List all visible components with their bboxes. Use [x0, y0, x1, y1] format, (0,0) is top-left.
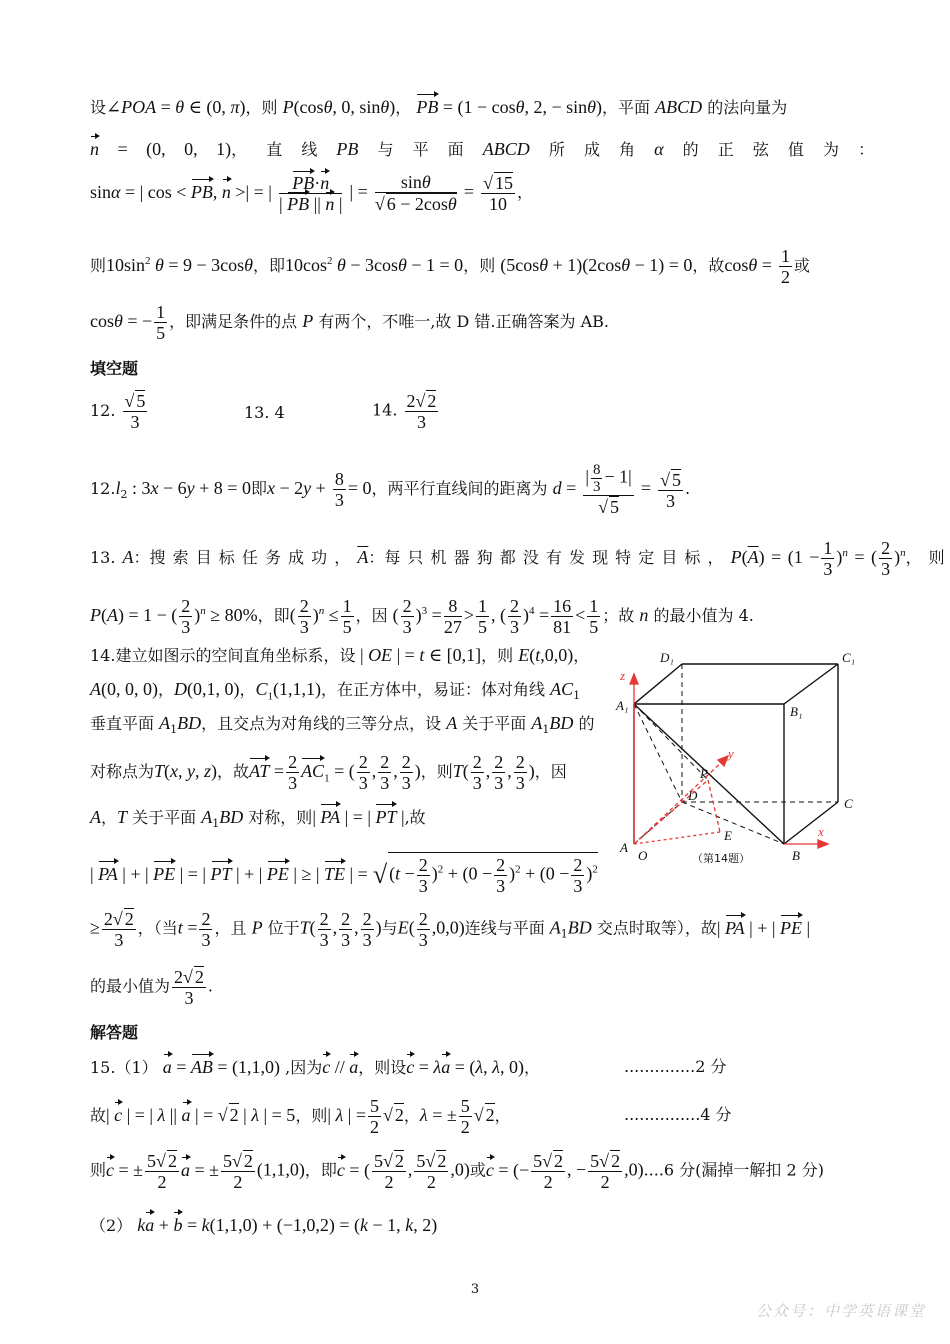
label-b: B: [792, 848, 800, 863]
label-d: D: [688, 788, 698, 803]
label-z: z: [620, 668, 626, 683]
text-line-3: sinα = | cos < PB, n >| = | $\frac{PB\cdot n}{| PB || n |}$ | = $\frac{\sin\theta}{√ 6 - 2\cos\theta}$ = $\frac{√ 15}{10}$ ，: [90, 172, 534, 214]
answer-13: 13. 4: [244, 403, 285, 422]
q14-line-c: 垂直平面 $A_1BD$，且交点为对角线的三等分点，设 A 关于平面 $A_1BD$ 的: [90, 713, 595, 737]
section-heading-solve: 解答题: [90, 1023, 139, 1042]
q15-line-3: 则c = ± $\frac{5√ 2}{2}$ a = ± $\frac{5√ 2}{2}$ (1,1,0)，即c = ( $\frac{5√ 2}{2}$ , $\frac{5√ 2}{2}$ ,0)或c = (− $\frac{5√ 2}{2}$ , − $\frac{5√ 2}{2}$ ,0)....6 分(漏掉一解扣 2 分): [90, 1151, 825, 1192]
segment-e-o: [634, 832, 720, 844]
edge-d-b-hidden: [682, 802, 784, 844]
x-axis-arrow: [818, 840, 828, 848]
segment-a1-p: [634, 704, 708, 780]
q14-line-e: A，T 关于平面 $A_1BD$ 对称，则| PA | = | PT |,故: [90, 807, 426, 831]
label-p: P: [700, 766, 708, 781]
label-c1: C₁: [842, 650, 856, 665]
cube-figure: [612, 642, 872, 866]
label-a: A: [620, 840, 628, 855]
q15-line-4: （2） ka + b = k(1,1,0) + (−1,0,2) = (k − 1, k, 2): [90, 1215, 438, 1235]
answer-14: 14. $\frac{2√ 2}{3}$: [372, 391, 437, 432]
q15-score-2: ...............4 分: [624, 1105, 732, 1124]
edge-a1-d-hidden: [634, 704, 682, 802]
label-y: y: [728, 746, 734, 761]
q14-line-a: 14.建立如图示的空间直角坐标系，设 | OE | = t ∈ [0,1]，则 E(t,0,0)，: [90, 645, 590, 665]
q14-line-f: | PA | + | PE | = | PT | + | PE | ≥ | TE | = √ (t − $\frac{2}{3}$ )$^2$ + (0 − $\frac{2}{3}$ )$^2$ + (0 − $\frac{2}{3}$ )$^2$: [90, 852, 598, 896]
y-axis-arrow: [718, 756, 728, 766]
text-line-2: n = (0, 0, 1)， 直 线 PB 与 平 面 ABCD 所 成 角 α 的 正 弦 值 为 ：: [90, 139, 875, 159]
page-number: 3: [470, 1282, 480, 1297]
text-line-4: 则$10\sin^2$ θ = 9 − 3cosθ，即$10\cos^2$ θ − 3cosθ − 1 = 0，则 (5cosθ + 1)(2cosθ − 1) = 0，故cosθ = $\frac{1}{2}$ 或: [90, 246, 811, 287]
label-e: E: [724, 828, 732, 843]
z-axis-arrow: [630, 674, 638, 684]
label-d1: D₁: [660, 650, 674, 665]
answer-12: 12. $\frac{√ 5}{3}$: [90, 391, 146, 432]
watermark: 公众号：中学英语课堂: [755, 1302, 926, 1320]
q13-line-b: P(A) = 1 − ( $\frac{2}{3}$ )$^n$ ≥ 80%，即( $\frac{2}{3}$ )$^n$ ≤ $\frac{1}{5}$ ，因 ( $\frac{2}{3}$ )$^3$ = $\frac{8}{27}$ > $\frac{1}{5}$ , ( $\frac{2}{3}$ )$^4$ = $\frac{16}{81}$ < $\frac{1}{5}$ ；故 n 的最小值为 4.: [90, 596, 754, 637]
label-c: C: [844, 796, 853, 811]
q14-line-h: 的最小值为 $\frac{2√ 2}{3}$ .: [90, 967, 213, 1008]
q15-line-1: 15.（1） a = AB = (1,1,0) ,因为c // a，则设c = λa = (λ, λ, 0)，: [90, 1057, 540, 1077]
label-x: x: [818, 824, 824, 839]
edge-b1-c1: [784, 664, 838, 704]
edge-b-c: [784, 802, 838, 844]
text-line-1: 设∠POA = θ ∈ (0, π)，则 P(cosθ, 0, sinθ)， PB = (1 − cosθ, 2, − sinθ)，平面 ABCD 的法向量为: [90, 97, 788, 117]
q14-line-d: 对称点为T(x, y, z)，故AT = $\frac{2}{3}$ $AC_1$ = ( $\frac{2}{3}$ , $\frac{2}{3}$ , $\frac{2}{3}$ )，则T( $\frac{2}{3}$ , $\frac{2}{3}$ , $\frac{2}{3}$ )，因: [90, 752, 567, 793]
text-line-5: cosθ = − $\frac{1}{5}$ ，即满足条件的点 P 有两个，不唯一,故 D 错.正确答案为 AB.: [90, 302, 609, 343]
label-a1: A₁: [616, 698, 629, 713]
figure-caption: （第14题）: [692, 852, 750, 865]
q15-line-2: 故| c | = | λ || a | = √ 2 | λ | = 5，则| λ | = $\frac{5}{2}$ √ 2，λ = ± $\frac{5}{2}$ √ 2，: [90, 1096, 511, 1137]
q15-score-3: ....6 分(漏掉一解扣 2 分): [643, 1160, 825, 1180]
section-heading-fill: 填空题: [90, 359, 139, 378]
q14-line-g: ≥ $\frac{2√ 2}{3}$ ，（当t = $\frac{2}{3}$ ，且 P 位于T( $\frac{2}{3}$ , $\frac{2}{3}$ , $\frac{2}{3}$ )与E( $\frac{2}{3}$ ,0,0)连线与平面 $A_1BD$ 交点时取等），故| PA | + | PE |: [90, 908, 811, 950]
q15-score-1: ..............2 分: [624, 1057, 727, 1076]
segment-p-e: [708, 780, 720, 832]
q13-line-a: 13. A：搜 索 目 标 任 务 成 功 ， $\overline{A}$：每 只 机 器 狗 都 没 有 发 现 特 定 目 标 ， $P(\overline{A}) = (1$ − $\frac{1}{3}$ )$^n$ = ( $\frac{2}{3}$ )$^n$， 则: [90, 538, 945, 579]
label-b1: B₁: [790, 704, 803, 719]
q12-solution: $12.l_2$ : 3x − 6y + 8 = 0即x − 2y + $\frac{8}{3}$ = 0，两平行直线间的距离为 d = | $\frac{8}{3}$ − 1| √ 5 = $\frac{√ 5}{3}$ .: [90, 462, 691, 517]
label-o: O: [638, 848, 648, 863]
edge-a1-d1: [634, 664, 682, 704]
q14-line-b: A(0, 0, 0)，D(0,1, 0)，$C_1(1,1,1)$，在正方体中，易证：体对角线 $AC_1$: [90, 679, 581, 703]
answers-row: [90, 390, 437, 432]
